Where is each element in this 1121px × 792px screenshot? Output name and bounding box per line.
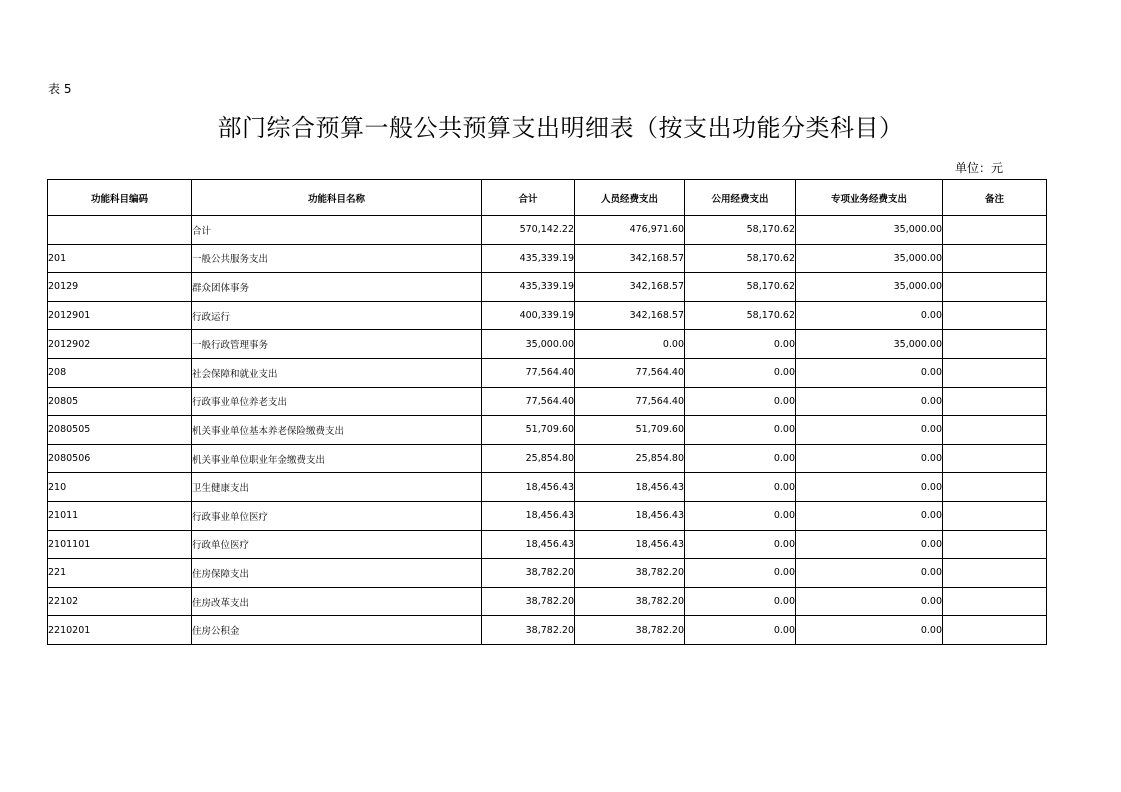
personnel-cell: 25,854.80 [575,444,685,473]
code-cell: 2012901 [48,301,192,330]
personnel-cell: 77,564.40 [575,358,685,387]
special-cell: 35,000.00 [796,244,943,273]
public-cell: 0.00 [685,559,796,588]
remark-cell [943,501,1047,530]
name-cell: 行政事业单位养老支出 [192,387,482,416]
remark-cell [943,358,1047,387]
special-cell: 0.00 [796,416,943,445]
code-cell: 201 [48,244,192,273]
personnel-cell: 0.00 [575,330,685,359]
remark-cell [943,587,1047,616]
name-cell: 行政运行 [192,301,482,330]
table-row [48,530,1047,559]
special-cell: 0.00 [796,301,943,330]
unit-label [955,159,1003,176]
code-cell: 2080505 [48,416,192,445]
public-cell: 58,170.62 [685,301,796,330]
column-header-special: 专项业务经费支出 [796,180,943,216]
public-cell: 0.00 [685,501,796,530]
code-cell: 2080506 [48,444,192,473]
special-cell: 35,000.00 [796,273,943,302]
personnel-cell: 342,168.57 [575,244,685,273]
column-header-code: 功能科目编码 [48,180,192,216]
code-cell [48,216,192,245]
table-header-row [48,180,1047,216]
code-cell: 2012902 [48,330,192,359]
name-cell: 住房公积金 [192,616,482,645]
personnel-cell: 342,168.57 [575,273,685,302]
table-row [48,416,1047,445]
remark-cell [943,444,1047,473]
public-cell: 0.00 [685,387,796,416]
unit-prefix: 单位： [955,161,992,175]
column-header-personnel: 人员经费支出 [575,180,685,216]
public-cell: 58,170.62 [685,216,796,245]
special-cell: 0.00 [796,358,943,387]
special-cell: 35,000.00 [796,216,943,245]
code-cell: 20805 [48,387,192,416]
special-cell: 0.00 [796,530,943,559]
code-cell: 210 [48,473,192,502]
total-cell: 435,339.19 [482,273,575,302]
personnel-cell: 18,456.43 [575,473,685,502]
public-cell: 0.00 [685,358,796,387]
column-header-name: 功能科目名称 [192,180,482,216]
personnel-cell: 38,782.20 [575,587,685,616]
special-cell: 0.00 [796,587,943,616]
name-cell: 行政事业单位医疗 [192,501,482,530]
table-row [48,444,1047,473]
total-cell: 38,782.20 [482,616,575,645]
total-cell: 35,000.00 [482,330,575,359]
total-cell: 77,564.40 [482,358,575,387]
name-cell: 卫生健康支出 [192,473,482,502]
remark-cell [943,416,1047,445]
code-cell: 2210201 [48,616,192,645]
total-cell: 18,456.43 [482,473,575,502]
name-cell: 社会保障和就业支出 [192,358,482,387]
special-cell: 0.00 [796,444,943,473]
special-cell: 35,000.00 [796,330,943,359]
personnel-cell: 38,782.20 [575,616,685,645]
budget-table [47,179,1047,645]
public-cell: 58,170.62 [685,244,796,273]
table-row [48,501,1047,530]
remark-cell [943,301,1047,330]
table-row [48,273,1047,302]
special-cell: 0.00 [796,501,943,530]
table-row [48,587,1047,616]
personnel-cell: 77,564.40 [575,387,685,416]
remark-cell [943,273,1047,302]
remark-cell [943,616,1047,645]
code-cell: 22102 [48,587,192,616]
special-cell: 0.00 [796,559,943,588]
total-cell: 18,456.43 [482,501,575,530]
personnel-cell: 38,782.20 [575,559,685,588]
public-cell: 0.00 [685,473,796,502]
remark-cell [943,216,1047,245]
name-cell: 一般公共服务支出 [192,244,482,273]
public-cell: 58,170.62 [685,273,796,302]
public-cell: 0.00 [685,587,796,616]
remark-cell [943,473,1047,502]
table-number: 表 5 [48,82,72,96]
table-row [48,330,1047,359]
table-row [48,473,1047,502]
table-body [48,216,1047,645]
table-row [48,301,1047,330]
remark-cell [943,244,1047,273]
total-cell: 400,339.19 [482,301,575,330]
public-cell: 0.00 [685,444,796,473]
total-cell: 38,782.20 [482,587,575,616]
name-cell: 住房改革支出 [192,587,482,616]
name-cell: 一般行政管理事务 [192,330,482,359]
total-cell: 435,339.19 [482,244,575,273]
personnel-cell: 18,456.43 [575,501,685,530]
special-cell: 0.00 [796,387,943,416]
name-cell: 行政单位医疗 [192,530,482,559]
table-row [48,616,1047,645]
table-row [48,387,1047,416]
personnel-cell: 51,709.60 [575,416,685,445]
code-cell: 221 [48,559,192,588]
personnel-cell: 476,971.60 [575,216,685,245]
table-row [48,559,1047,588]
column-header-public: 公用经费支出 [685,180,796,216]
total-cell: 25,854.80 [482,444,575,473]
special-cell: 0.00 [796,473,943,502]
name-cell: 机关事业单位基本养老保险缴费支出 [192,416,482,445]
column-header-total: 合计 [482,180,575,216]
name-cell: 机关事业单位职业年金缴费支出 [192,444,482,473]
table-row [48,216,1047,245]
total-cell: 38,782.20 [482,559,575,588]
code-cell: 21011 [48,501,192,530]
name-cell: 住房保障支出 [192,559,482,588]
total-cell: 18,456.43 [482,530,575,559]
table-row [48,358,1047,387]
total-cell: 77,564.40 [482,387,575,416]
name-cell: 合计 [192,216,482,245]
column-header-remark: 备注 [943,180,1047,216]
remark-cell [943,330,1047,359]
code-cell: 2101101 [48,530,192,559]
code-cell: 208 [48,358,192,387]
page-title: 部门综合预算一般公共预算支出明细表（按支出功能分类科目） [217,114,904,142]
code-cell: 20129 [48,273,192,302]
remark-cell [943,559,1047,588]
table-row [48,244,1047,273]
personnel-cell: 18,456.43 [575,530,685,559]
public-cell: 0.00 [685,416,796,445]
public-cell: 0.00 [685,616,796,645]
name-cell: 群众团体事务 [192,273,482,302]
public-cell: 0.00 [685,530,796,559]
special-cell: 0.00 [796,616,943,645]
remark-cell [943,530,1047,559]
unit-value: 元 [991,161,1004,175]
remark-cell [943,387,1047,416]
public-cell: 0.00 [685,330,796,359]
total-cell: 570,142.22 [482,216,575,245]
total-cell: 51,709.60 [482,416,575,445]
personnel-cell: 342,168.57 [575,301,685,330]
